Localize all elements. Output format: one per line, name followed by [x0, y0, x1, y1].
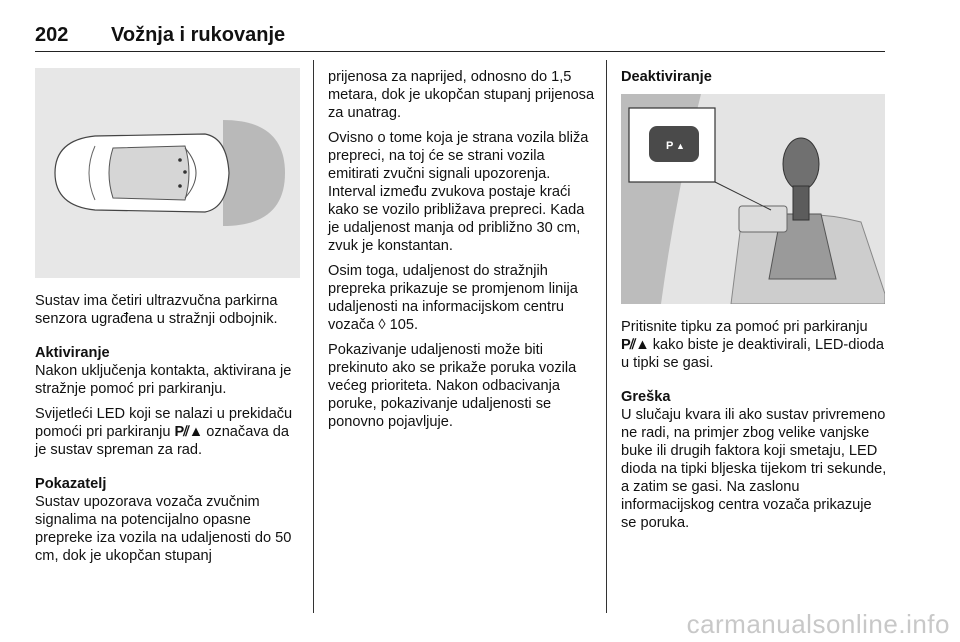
page-number: 202 — [35, 24, 69, 46]
column-divider — [606, 60, 607, 613]
led-text-end: označava da je sustav spreman za rad. — [35, 424, 290, 458]
parking-sensor-illustration — [35, 68, 300, 278]
gear-lever-icon — [621, 94, 885, 304]
deactivation-heading: Deaktiviranje — [621, 69, 712, 85]
col2-para-3-text: Osim toga, udaljenost do stražnjih prepreka prikazuje se promjenom linija udaljenosti na informacijskom centru vozača — [328, 263, 578, 333]
park-assist-button-illustration — [621, 94, 885, 304]
indication-heading: Pokazatelj — [35, 476, 107, 492]
car-topview-icon — [35, 68, 300, 278]
watermark: carmanualsonline.info — [686, 609, 950, 639]
col2-para-4: Pokazivanje udaljenosti može biti prekinuto ako se prikaže poruka vozila većeg prioriteta. Nakon odbacivanja poruke, pokazivanje udaljenosti se ponovno pojavljuje. — [328, 342, 577, 430]
deactivation-text-start: Pritisnite tipku za pomoć pri parkiranju — [621, 319, 868, 335]
led-text-start: Svijetleći LED koji se nalazi u prekidaču pomoći pri parkiranju — [35, 406, 293, 440]
column-3-body — [621, 318, 889, 539]
page-header — [35, 24, 885, 52]
page-ref: 105. — [389, 317, 418, 333]
intro-text: Sustav ima četiri ultrazvučna parkirna senzora ugrađena u stražnji odbojnik. — [35, 293, 278, 327]
deactivation-text — [621, 318, 889, 372]
fault-heading: Greška — [621, 389, 671, 405]
fault-text: U slučaju kvara ili ako sustav privremeno ne radi, na primjer zbog velike vanjske buke ili drugih faktora koji smetaju, LED dioda na tipki bljeska tijekom tri sekunde, a zatim se gasi. Na zaslonu informacijskog centra vozača prikazuje se poruka. — [621, 407, 887, 531]
indication-text: Sustav upozorava vozača zvučnim signalima na potencijalno opasne prepreke iza vozila na udaljenosti do 50 cm, dok je ukopčan stupanj — [35, 494, 292, 564]
svg-text:P: P — [666, 140, 674, 152]
activation-heading: Aktiviranje — [35, 345, 110, 361]
svg-text:▲: ▲ — [676, 141, 685, 151]
deactivation-text-end: kako biste je deaktivirali, LED-dioda u tipki se gasi. — [621, 337, 884, 371]
led-text — [35, 405, 300, 459]
column-divider — [313, 60, 314, 613]
page-ref-icon: ◊ — [378, 317, 386, 333]
column-2 — [328, 68, 596, 438]
col2-para-3 — [328, 262, 596, 334]
column-3 — [621, 68, 889, 93]
activation-text: Nakon uključenja kontakta, aktivirana je stražnje pomoć pri parkiranju. — [35, 363, 292, 397]
col2-para-1: prijenosa za naprijed, odnosno do 1,5 metara, dok je ukopčan stupanj prijenosa za unatrag. — [328, 69, 595, 121]
col2-para-2: Ovisno o tome koja je strana vozila bliža prepreci, na toj će se strani vozila emitirati zvučni signali upozorenja. Interval između zvukova postaje kraći kako se vozilo približava prepreci. Kada je udaljenost manja od približno 30 cm, zvuk je konstantan. — [328, 130, 589, 254]
column-1 — [35, 292, 300, 572]
park-assist-icon: P⫽▲ — [174, 424, 203, 440]
page-title: Vožnja i rukovanje — [111, 24, 286, 46]
park-assist-icon: P⫽▲ — [621, 337, 649, 353]
